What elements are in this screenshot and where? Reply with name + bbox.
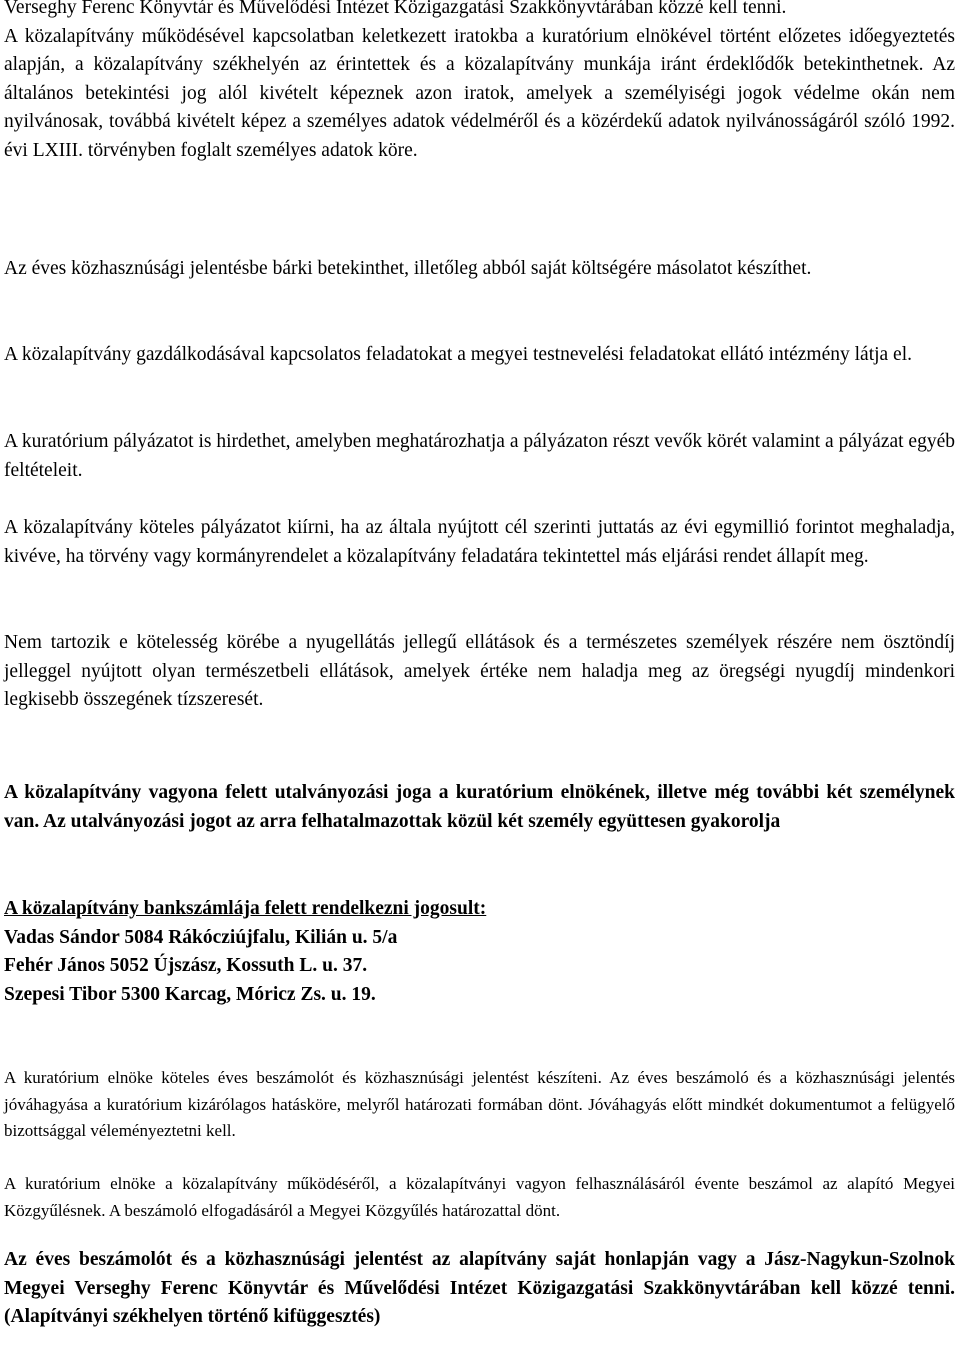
paragraph-annual-report-access: Az éves közhasznúsági jelentésbe bárki betekinthet, illetőleg abból saját költségére másolatot készíthet.: [4, 258, 812, 279]
signatory-line: Fehér János 5052 Újszász, Kossuth L. u. 37.: [4, 955, 368, 976]
paragraph-authorization-rights: A közalapítvány vagyona felett utalványozási joga a kuratórium elnökének, illetve még további két személynek van. Az utalványozási jogot az arra felhatalmazottak közül két személy együttesen gyakorolja: [4, 782, 955, 832]
paragraph-tender-obligation: A közalapítvány köteles pályázatot kiírni, ha az általa nyújtott cél szerinti juttatás az évi egymillió forintot meghaladja, kivéve, ha törvény vagy kormányrendelet a közalapítvány feladatára tekintettel más eljárási rendet állapít meg.: [4, 517, 955, 567]
paragraph-report-publication: Az éves beszámolót és a közhasznúsági jelentést az alapítvány saját honlapján vagy a Jász-Nagykun-Szolnok Megyei Verseghy Ferenc Könyvtár és Művelődési Intézet Közigazgatási Szakkönyvtárában kell közzé tenni. (Alapítványi székhelyen történő kifüggesztés): [4, 1249, 955, 1327]
bank-account-signatories: [4, 895, 955, 1009]
paragraph-report-to-assembly: A kuratórium elnöke a közalapítvány működéséről, a közalapítványi vagyon felhasználásáról évente beszámol az alapító Megyei Közgyűlésnek. A beszámoló elfogadásáról a Megyei Közgyűlés határozattal dönt.: [4, 1174, 955, 1220]
text-publication-continuation: Verseghy Ferenc Könyvtár és Művelődési Intézet Közigazgatási Szakkönyvtárában közzé kell tenni.: [4, 0, 787, 18]
paragraph-publication-and-access: [4, 0, 955, 165]
text-access-exceptions: Az általános betekintési jog alól kivételt képeznek azon iratok, amelyek a személyiségi jogok védelme okán nem nyilvánosak, továbbá kivételt képez a személyes adatok védelméről és a közérdekű adatok nyilvánosságáról szóló 1992. évi LXIII. törvényben foglalt személyes adatok köre.: [4, 54, 955, 161]
text-document-access: A közalapítvány működésével kapcsolatban keletkezett iratokba a kuratórium elnökével történt előzetes időegyeztetés alapján, a közalapítvány székhelyén az érintettek és a közalapítvány munkája iránt érdeklődők betekinthetnek.: [4, 25, 955, 75]
paragraph-tender-announcement: A kuratórium pályázatot is hirdethet, amelyben meghatározhatja a pályázaton részt vevők körét valamint a pályázat egyéb feltételeit.: [4, 431, 955, 481]
paragraph-tender-exemptions: Nem tartozik e kötelesség körébe a nyugellátás jellegű ellátások és a természetes személyek részére nem ösztöndíj jelleggel nyújtott olyan természetbeli ellátások, amelyek értéke nem haladja meg az öregségi nyugdíj mindenkori legkisebb összegének tízszeresét.: [4, 632, 955, 710]
paragraph-financial-management: A közalapítvány gazdálkodásával kapcsolatos feladatokat a megyei testnevelési feladatokat ellátó intézmény látja el.: [4, 344, 913, 365]
signatory-line: Vadas Sándor 5084 Rákócziújfalu, Kilián u. 5/a: [4, 926, 398, 948]
bank-signatories-heading: A közalapítvány bankszámlája felett rendelkezni jogosult:: [4, 898, 487, 919]
signatory-line: Szepesi Tibor 5300 Karcag, Móricz Zs. u. 19.: [4, 983, 376, 1005]
paragraph-annual-report-duty: A kuratórium elnöke köteles éves beszámolót és közhasznúsági jelentést készíteni. Az éves beszámoló és a közhasznúsági jelentés jóváhagyása a kuratórium kizárólagos hatásköre, melyről határozati formában dönt. Jóváhagyás előtt mindkét dokumentumot a felügyelő bizottsággal véleményeztetni kell.: [4, 1068, 955, 1141]
